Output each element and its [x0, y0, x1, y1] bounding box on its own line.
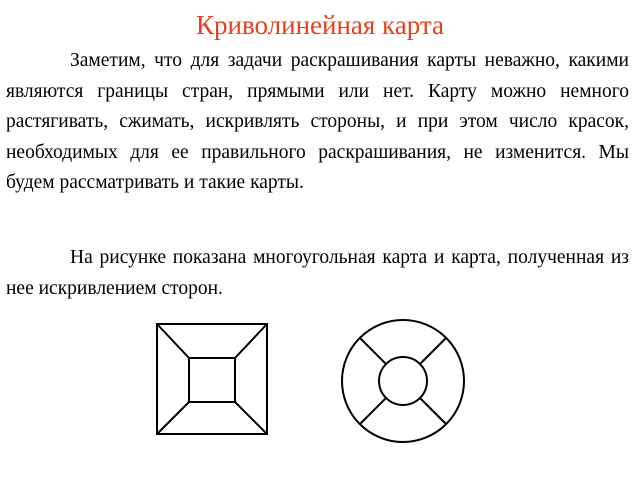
spoke-top-right [420, 338, 446, 364]
inner-circle [379, 357, 427, 405]
ring-map-icon [338, 316, 468, 446]
polygonal-map-figure [153, 320, 273, 440]
spoke-top-left [360, 338, 386, 364]
diagonal-top-left [157, 324, 189, 358]
spoke-bottom-right [420, 398, 446, 424]
diagonal-top-right [235, 324, 267, 358]
diagonal-bottom-left [157, 402, 189, 434]
inner-square [189, 358, 235, 402]
diagonal-bottom-right [235, 402, 267, 434]
spoke-bottom-left [360, 398, 386, 424]
paragraph-figure-caption: На рисунке показана многоугольная карта и карта, полученная из нее искривлением сторон. [6, 247, 629, 299]
curved-map-figure [338, 316, 468, 446]
paragraph-intro: Заметим, что для задачи раскрашивания карты неважно, какими являются границы стран, прямыми или нет. Карту можно немного растягивать, сжимать, искривлять стороны, и при этом число красок, необходимых для ее правильного раскрашивания, не изменится. Мы будем рассматривать и такие карты. [6, 50, 629, 193]
square-map-icon [153, 320, 273, 440]
page-title: Криволинейная карта [195, 10, 445, 40]
